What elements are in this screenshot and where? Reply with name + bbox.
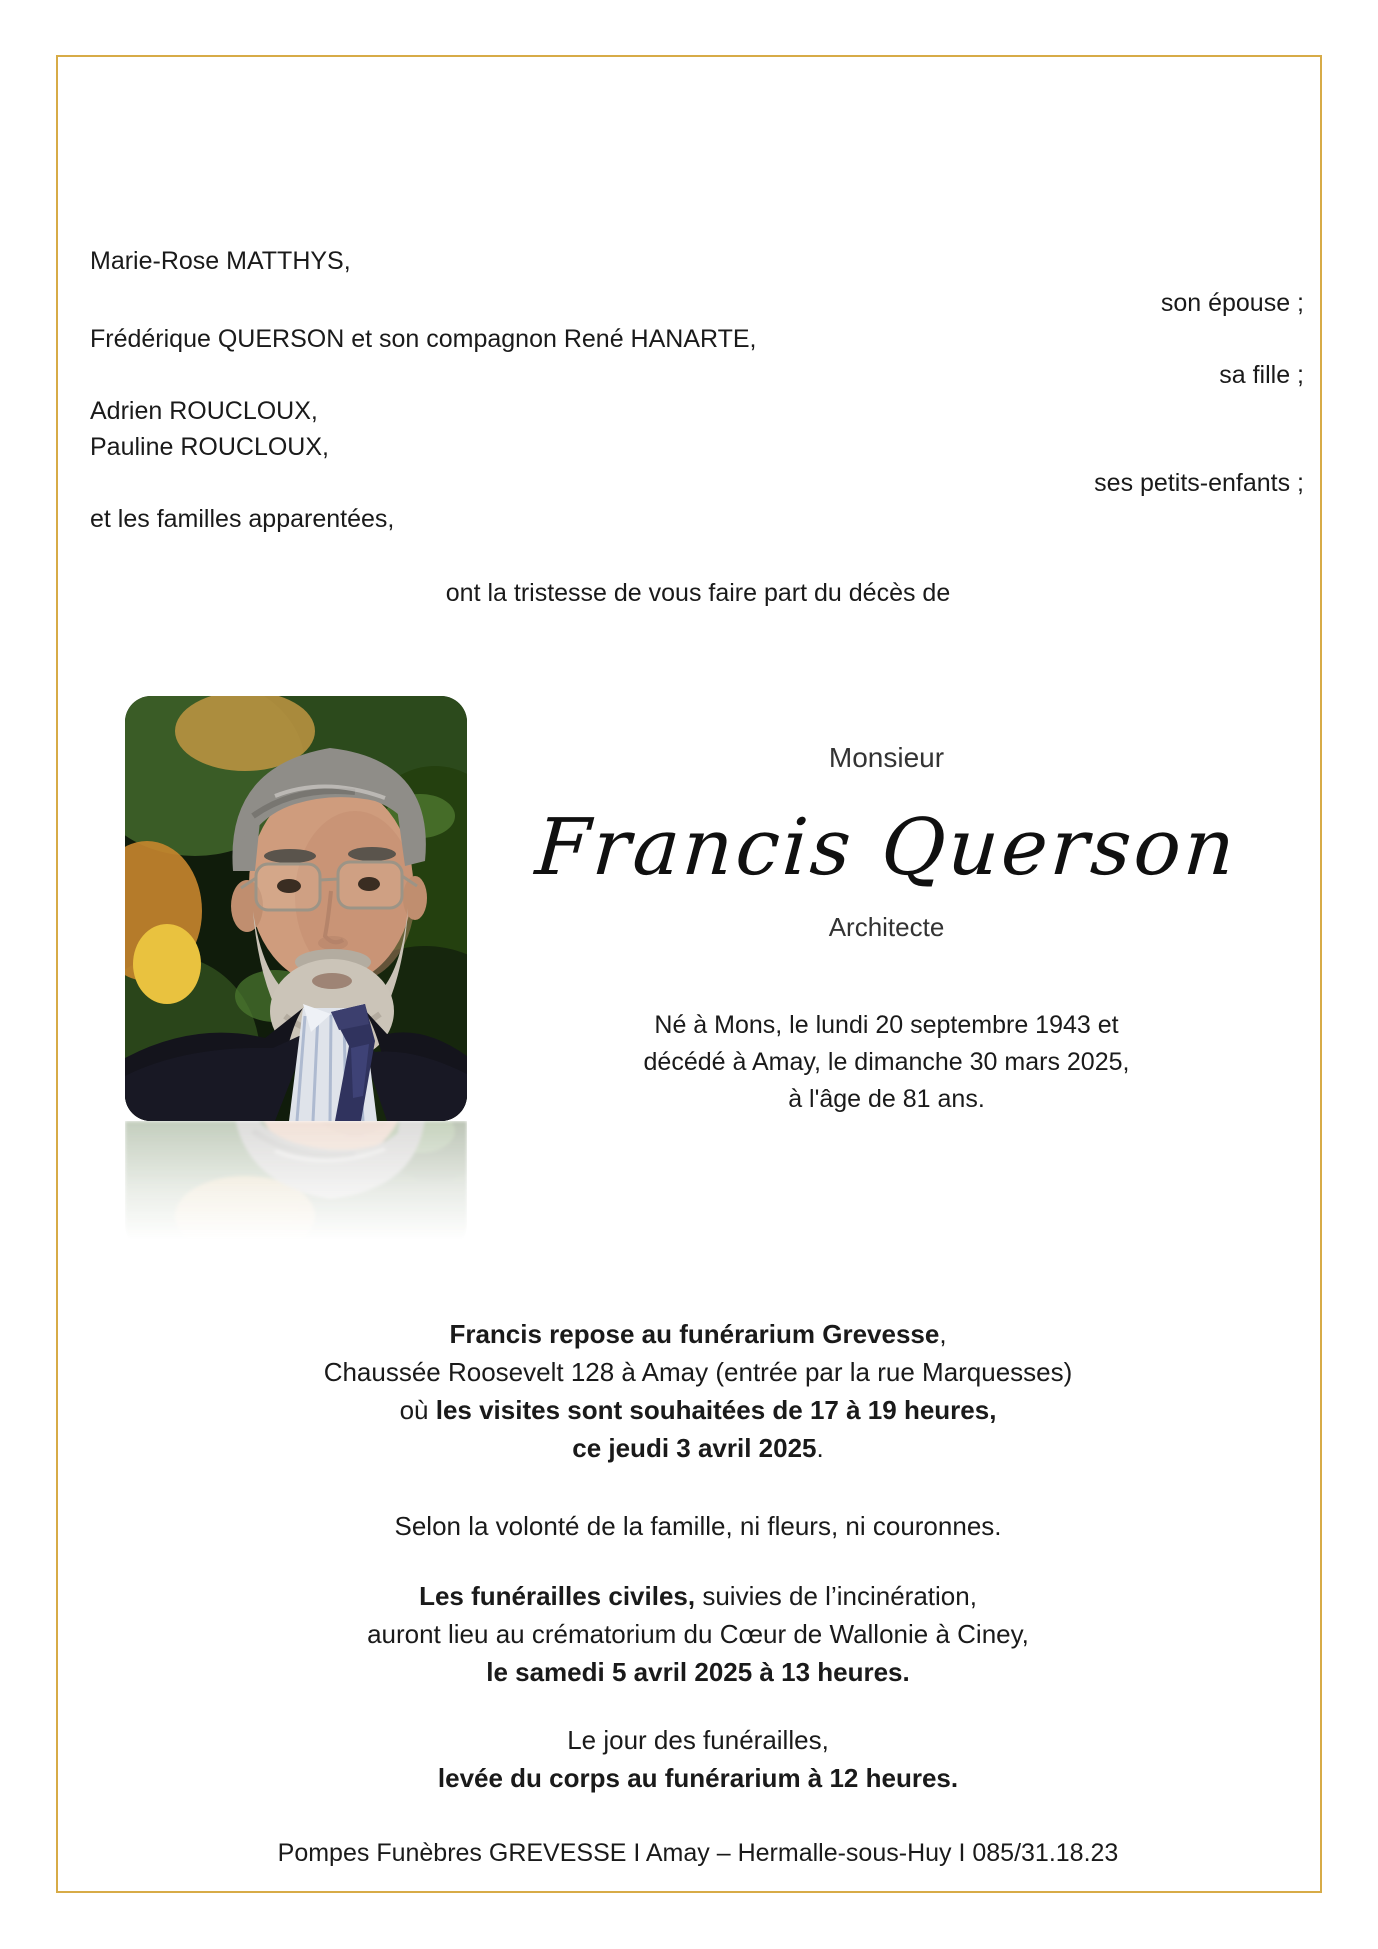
funeral-day-line-1: Le jour des funérailles, (567, 1725, 829, 1755)
related-families-line: et les familles apparentées, (90, 505, 395, 533)
viewing-info-paragraph (90, 1315, 1306, 1467)
announcement-sentence: ont la tristesse de vous faire part du décès de (445, 579, 951, 607)
death-line: décédé à Amay, le dimanche 30 mars 2025, (643, 1047, 1130, 1076)
portrait-photo (125, 696, 467, 1121)
identity-column (467, 696, 1306, 1251)
grandchild-name-line-1: Adrien ROUCLOUX, (90, 397, 318, 425)
viewing-line-3: où les visites sont souhaitées de 17 à 19 heures, (399, 1395, 997, 1425)
deceased-name: Francis Querson (532, 803, 1241, 893)
family-names-block (90, 243, 1306, 537)
funeral-day-paragraph (90, 1721, 1306, 1797)
age-line: à l'âge de 81 ans. (788, 1084, 985, 1113)
birth-line: Né à Mons, le lundi 20 septembre 1943 et (654, 1010, 1119, 1039)
funeral-line-3: le samedi 5 avril 2025 à 13 heures. (486, 1657, 910, 1687)
daughter-relation-line: sa fille ; (1219, 361, 1304, 389)
funeral-line-2: auront lieu au crématorium du Cœur de Wallonie à Ciney, (367, 1619, 1029, 1649)
wishes-line: Selon la volonté de la famille, ni fleurs, ni couronnes. (394, 1511, 1002, 1541)
photo-and-identity-section (90, 696, 1306, 1251)
daughter-name-line: Frédérique QUERSON et son compagnon René HANARTE, (90, 325, 757, 353)
viewing-line-2: Chaussée Roosevelt 128 à Amay (entrée par la rue Marquesses) (323, 1357, 1073, 1387)
funeral-info-paragraph (90, 1577, 1306, 1691)
photo-column (125, 696, 467, 1251)
deceased-title: Monsieur (828, 742, 945, 773)
birth-death-block (467, 1007, 1306, 1118)
grandchild-name-line-2: Pauline ROUCLOUX, (90, 433, 329, 461)
viewing-line-1: Francis repose au funérarium Grevesse, (449, 1319, 947, 1349)
family-wishes-paragraph (90, 1507, 1306, 1545)
spouse-relation-line: son épouse ; (1160, 289, 1304, 317)
spouse-name-line: Marie-Rose MATTHYS, (90, 247, 351, 275)
funeral-home-footer: Pompes Funèbres GREVESSE I Amay – Hermalle-sous-Huy I 085/31.18.23 (277, 1839, 1119, 1867)
gold-frame-border (56, 55, 1322, 1893)
funeral-line-1: Les funérailles civiles, suivies de l’incinération, (419, 1581, 977, 1611)
viewing-line-4: ce jeudi 3 avril 2025. (572, 1433, 824, 1463)
photo-reflection (125, 1121, 467, 1251)
grandchildren-relation-line: ses petits-enfants ; (1094, 469, 1304, 497)
deceased-profession: Architecte (828, 911, 945, 942)
funeral-day-line-2: levée du corps au funérarium à 12 heures. (437, 1763, 959, 1793)
